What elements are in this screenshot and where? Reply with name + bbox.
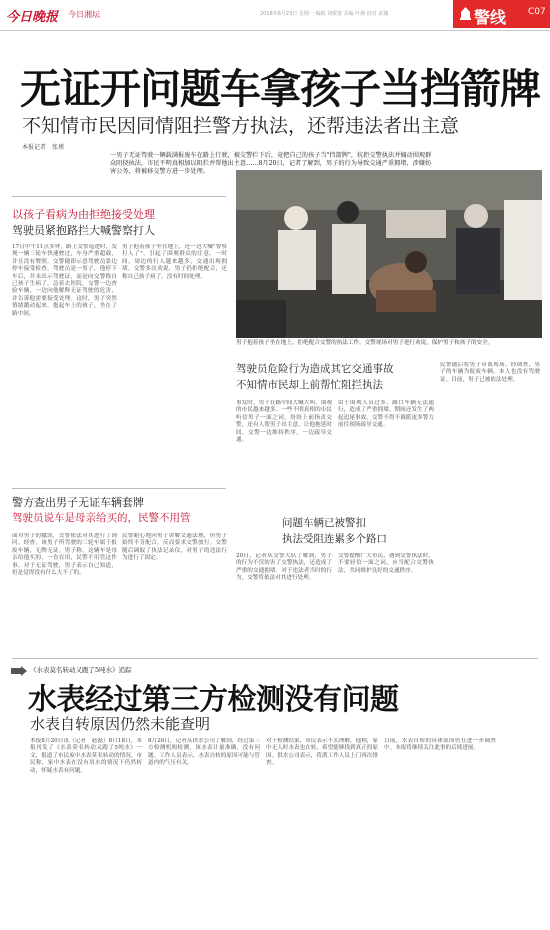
divider (12, 658, 538, 659)
body-column: 男子抱着孩子坐在地上，还一边大喊"警察打人了"，引起了围观群众的注意。一时间，周边的行人越来越多，交通出现拥堵。交警多次劝说，男子仍拒绝配合，还称自己孩子病了，没有时间处理。 (122, 244, 227, 280)
story-headline: 无证开问题车拿孩子当挡箭牌 (20, 65, 540, 113)
page-number: C07 (528, 7, 546, 17)
section-heading-1b: 驾驶员紧抱路拦大喊警察打人 (12, 224, 155, 237)
body-column: 面对男子的撒泼，交警依法对其进行了询问。经查，该男子所驾驶的三轮车属于报废车辆，无牌无证。男子称，这辆车是母亲给他买的，一直在用，民警不用管这件事。对于无证驾驶，男子表示自己知道，但是觉得没有什么大不了的。 (12, 533, 117, 577)
body-column: 交警提醒广大市民，遇到交警执法时，不要轻信一面之词，应当配合交警执法，共同维护良好的交通秩序。 (338, 553, 434, 574)
follow-up-tag: 《水表莫名转动又跑了5吨水》追踪 (30, 666, 132, 674)
section-heading-3b: 不知情市民却上前帮忙阻拦执法 (236, 379, 383, 391)
story-lead: 一男子无证驾驶一辆载满报废车在路上行驶，被交警拦下后，竟把自己的孩子当"挡箭牌"，抗拒交警执法并煽动围观群众阻挠执法，市民不明真相加以阻拦并帮他出主意……8月20日，记者了解到，男子的行为导致交通严重拥堵，涉嫌妨害公务，将被移交警方进一步处理。 (110, 152, 432, 175)
arrow-icon (11, 666, 27, 676)
body-column: 8月20日，记者从供水公司了解到，经过第三方检测机构检测，该水表计量准确，没有问题。工作人员表示，水表自转的原因可能与管道内的气压有关。 (148, 738, 260, 767)
siren-icon (459, 6, 472, 21)
story-subheadline: 水表自转原因仍然未能查明 (30, 715, 211, 733)
story-subheadline: 不知情市民因同情阻拦警方执法，还帮违法者出主意 (22, 115, 460, 137)
issue-meta: 2018年8月23日 星期一 编辑 刘蒙蒙 美编 叶静 校对 宋珈 (260, 11, 389, 17)
body-column: 本报8月20日讯（记者 赵磊）8月18日，本报刊发了《水表莫名转动又跑了5吨水》一文，报道了市民家中水表莫名转动的情况。市民称，家中水表在没有用水的情况下仍然转动，怀疑水表有问题。 (30, 738, 142, 774)
news-photo (236, 170, 542, 338)
section-heading-2b: 驾驶员说车是母亲给买的，民警不用管 (12, 512, 191, 524)
photo-illustration (236, 170, 542, 338)
section-heading-3a: 驾驶员危险行为造成其它交通事故 (236, 363, 394, 375)
photo-caption: 男子抱着孩子坐在地上，拒绝配合交警的执法工作。交警现场对男子进行劝说，保护男子和孩子的安全。 (236, 340, 494, 346)
newspaper-logo: 今日晚报 (6, 10, 59, 25)
section-title: 警线 (474, 8, 507, 27)
section-heading-4a: 问题车辆已被警扣 (282, 517, 366, 529)
section-heading-4b: 执法受阻连累多个路口 (282, 533, 387, 545)
body-column: 由于围观人员过多，路口车辆无法通行，造成了严重拥堵。期间还发生了两起追尾事故。交警不得不调派更多警力前往现场疏导交通。 (338, 400, 434, 429)
body-column: 民警耐心地向男子讲解交通法规，但男子始终不肯配合，反而要求交警放行。交警随后调取了执法记录仪，对男子的违法行为进行了固定。 (122, 533, 227, 562)
story-headline: 水表经过第三方检测没有问题 (28, 682, 399, 716)
body-column: 目前，水表自转的具体原因仍在进一步调查中。本报将继续关注此事的后续进展。 (384, 738, 496, 752)
body-column: 民警随后将男子带离现场。经调查，男子的车辆为报废车辆，本人也没有驾驶证。目前，男子已被依法处理。 (440, 362, 540, 383)
divider (12, 488, 226, 489)
divider (12, 196, 226, 197)
section-heading-2a: 警方查出男子无证车辆套牌 (12, 496, 144, 509)
section-heading-1a: 以孩子看病为由拒绝接受处理 (12, 208, 155, 221)
body-column: 20日，记者从交警大队了解到，男子的行为不仅妨害了交警执法，还造成了严重的交通拥堵。对于违法者当时的行为，交警将依法对其进行处理。 (236, 553, 332, 582)
story-byline: 本报记者 张瑾 (22, 144, 65, 151)
column-name: 今日湘坛 (68, 10, 100, 19)
body-column: 事发时，男子在路中间大喊大叫，围观的市民越来越多。一些不明真相的市民听信男子一面之词，纷纷上前指责交警，还有人帮男子出主意，让他拖延时间。交警一边维持秩序，一边疏导交通。 (236, 400, 332, 444)
body-column: 17日中午11点多钟，路上交警巡逻时，发现一辆三轮车快速驶过，车身严重超载，并且没有牌照。交警随即示意驾驶员靠边停车接受检查。驾驶员是一男子，他停下车后，并未出示驾驶证，而是向交警称自己孩子生病了，急着去医院。交警一边查验车辆，一边向他解释无证驾驶的危害，并告诉他需要接受处理。这时，男子突然情绪激动起来，抱起车上的孩子，坐在了路中间。 (12, 244, 117, 317)
body-column: 对于检测结果，市民表示不太理解。他称，家中无人时水表也在转，希望能够找到真正的原因。供水公司表示，将派工作人员上门再次排查。 (266, 738, 378, 767)
